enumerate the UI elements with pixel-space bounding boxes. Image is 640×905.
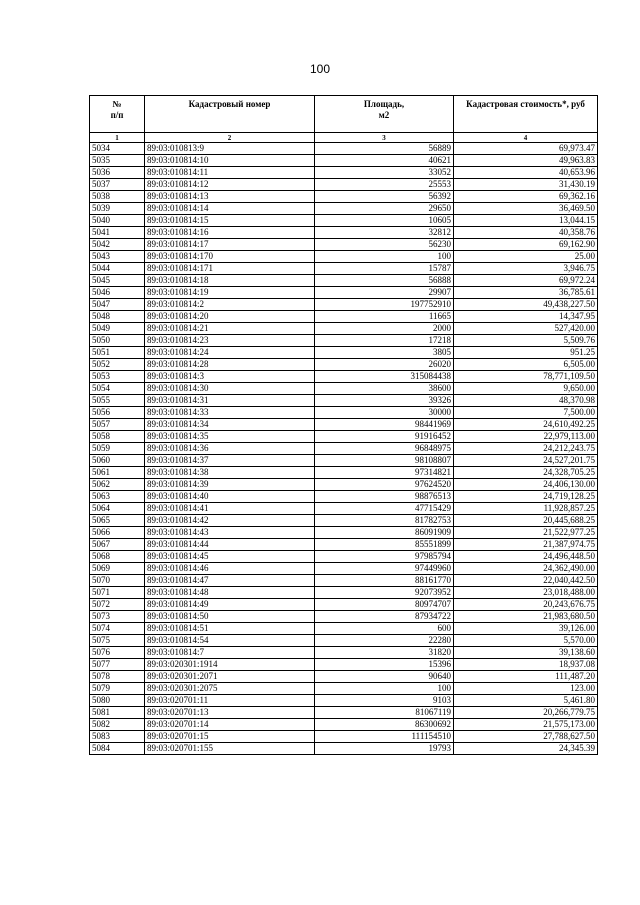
cadastral-number: 89:03:010814:35 xyxy=(145,431,315,443)
row-index: 5070 xyxy=(90,575,145,587)
table-row xyxy=(90,287,598,299)
area-value: 86091909 xyxy=(315,527,454,539)
row-index: 5042 xyxy=(90,239,145,251)
table-row xyxy=(90,215,598,227)
row-index: 5072 xyxy=(90,599,145,611)
cadastral-number: 89:03:010814:171 xyxy=(145,263,315,275)
header-row xyxy=(90,96,598,133)
cadastral-value: 11,928,857.25 xyxy=(454,503,598,515)
header-index xyxy=(90,96,145,133)
cadastral-value: 39,126.00 xyxy=(454,623,598,635)
table-row xyxy=(90,575,598,587)
area-value: 91916452 xyxy=(315,431,454,443)
cadastral-value: 69,362.16 xyxy=(454,191,598,203)
area-value: 315084438 xyxy=(315,371,454,383)
cadastral-value: 13,044.15 xyxy=(454,215,598,227)
cadastral-value: 40,653.96 xyxy=(454,167,598,179)
cadastral-value: 24,406,130.00 xyxy=(454,479,598,491)
table-row xyxy=(90,191,598,203)
cadastral-number: 89:03:020301:1914 xyxy=(145,659,315,671)
cadastral-number: 89:03:020701:155 xyxy=(145,743,315,755)
row-index: 5063 xyxy=(90,491,145,503)
table-row xyxy=(90,743,598,755)
row-index: 5034 xyxy=(90,143,145,155)
row-index: 5049 xyxy=(90,323,145,335)
cadastral-number: 89:03:010814:38 xyxy=(145,467,315,479)
cadastral-number: 89:03:010814:14 xyxy=(145,203,315,215)
table-row xyxy=(90,275,598,287)
cadastral-number: 89:03:010814:17 xyxy=(145,239,315,251)
table-row xyxy=(90,707,598,719)
row-index: 5044 xyxy=(90,263,145,275)
row-index: 5073 xyxy=(90,611,145,623)
header-area-line1: Площадь, xyxy=(363,99,405,109)
cadastral-value: 5,570.00 xyxy=(454,635,598,647)
cadastral-value: 21,575,173.00 xyxy=(454,719,598,731)
row-index: 5074 xyxy=(90,623,145,635)
cadastral-number: 89:03:010814:16 xyxy=(145,227,315,239)
row-index: 5047 xyxy=(90,299,145,311)
row-index: 5056 xyxy=(90,407,145,419)
row-index: 5067 xyxy=(90,539,145,551)
row-index: 5048 xyxy=(90,311,145,323)
row-index: 5065 xyxy=(90,515,145,527)
cadastral-number: 89:03:010814:11 xyxy=(145,167,315,179)
cadastral-number: 89:03:010814:50 xyxy=(145,611,315,623)
row-index: 5041 xyxy=(90,227,145,239)
area-value: 86300692 xyxy=(315,719,454,731)
cadastral-value: 69,973.47 xyxy=(454,143,598,155)
cadastral-value: 7,500.00 xyxy=(454,407,598,419)
area-value: 56888 xyxy=(315,275,454,287)
cadastral-number: 89:03:010814:12 xyxy=(145,179,315,191)
row-index: 5081 xyxy=(90,707,145,719)
table-row xyxy=(90,371,598,383)
table-row xyxy=(90,311,598,323)
table-row xyxy=(90,719,598,731)
area-value: 100 xyxy=(315,683,454,695)
cadastral-number: 89:03:010814:46 xyxy=(145,563,315,575)
area-value: 2000 xyxy=(315,323,454,335)
table-body xyxy=(90,143,598,755)
cadastral-value: 78,771,109.50 xyxy=(454,371,598,383)
row-index: 5040 xyxy=(90,215,145,227)
area-value: 85551899 xyxy=(315,539,454,551)
row-index: 5051 xyxy=(90,347,145,359)
table-row xyxy=(90,479,598,491)
row-index: 5079 xyxy=(90,683,145,695)
cadastral-number: 89:03:010814:34 xyxy=(145,419,315,431)
table-row xyxy=(90,515,598,527)
area-value: 39326 xyxy=(315,395,454,407)
cadastral-number: 89:03:010814:18 xyxy=(145,275,315,287)
header-index-line2: п/п xyxy=(110,110,124,120)
row-index: 5055 xyxy=(90,395,145,407)
cadastral-table xyxy=(89,95,598,755)
table-row xyxy=(90,179,598,191)
area-value: 98108807 xyxy=(315,455,454,467)
area-value: 47715429 xyxy=(315,503,454,515)
cadastral-value: 22,040,442.50 xyxy=(454,575,598,587)
table-row xyxy=(90,335,598,347)
cadastral-value: 24,719,128.25 xyxy=(454,491,598,503)
row-index: 5057 xyxy=(90,419,145,431)
cadastral-number: 89:03:010814:43 xyxy=(145,527,315,539)
table-row xyxy=(90,683,598,695)
area-value: 11665 xyxy=(315,311,454,323)
cadastral-value: 24,212,243.75 xyxy=(454,443,598,455)
cadastral-value: 24,610,492.25 xyxy=(454,419,598,431)
cadastral-value: 20,266,779.75 xyxy=(454,707,598,719)
area-value: 81067119 xyxy=(315,707,454,719)
table-row xyxy=(90,455,598,467)
cadastral-value: 24,328,705.25 xyxy=(454,467,598,479)
row-index: 5054 xyxy=(90,383,145,395)
cadastral-number: 89:03:010814:10 xyxy=(145,155,315,167)
cadastral-number: 89:03:010814:24 xyxy=(145,347,315,359)
cadastral-number: 89:03:010814:28 xyxy=(145,359,315,371)
table-row xyxy=(90,611,598,623)
area-value: 98441969 xyxy=(315,419,454,431)
table-row xyxy=(90,731,598,743)
row-index: 5068 xyxy=(90,551,145,563)
table-row xyxy=(90,695,598,707)
row-index: 5064 xyxy=(90,503,145,515)
table-row xyxy=(90,527,598,539)
area-value: 31820 xyxy=(315,647,454,659)
table-row xyxy=(90,599,598,611)
area-value: 32812 xyxy=(315,227,454,239)
row-index: 5066 xyxy=(90,527,145,539)
cadastral-value: 21,522,977.25 xyxy=(454,527,598,539)
table-row xyxy=(90,443,598,455)
cadastral-number: 89:03:010814:20 xyxy=(145,311,315,323)
area-value: 56230 xyxy=(315,239,454,251)
area-value: 9103 xyxy=(315,695,454,707)
row-index: 5060 xyxy=(90,455,145,467)
area-value: 56392 xyxy=(315,191,454,203)
area-value: 88161770 xyxy=(315,575,454,587)
area-value: 56889 xyxy=(315,143,454,155)
area-value: 97624520 xyxy=(315,479,454,491)
row-index: 5082 xyxy=(90,719,145,731)
cadastral-value: 24,345.39 xyxy=(454,743,598,755)
table-row xyxy=(90,659,598,671)
cadastral-value: 6,505.00 xyxy=(454,359,598,371)
cadastral-value: 24,496,448.50 xyxy=(454,551,598,563)
area-value: 25553 xyxy=(315,179,454,191)
cadastral-number: 89:03:010814:41 xyxy=(145,503,315,515)
table-row xyxy=(90,623,598,635)
cadastral-number: 89:03:010814:39 xyxy=(145,479,315,491)
table-row xyxy=(90,407,598,419)
area-value: 17218 xyxy=(315,335,454,347)
cadastral-value: 49,963.83 xyxy=(454,155,598,167)
table-row xyxy=(90,431,598,443)
table-row xyxy=(90,203,598,215)
row-index: 5062 xyxy=(90,479,145,491)
row-index: 5080 xyxy=(90,695,145,707)
cadastral-number: 89:03:010814:42 xyxy=(145,515,315,527)
row-index: 5077 xyxy=(90,659,145,671)
cadastral-value: 123.00 xyxy=(454,683,598,695)
area-value: 15396 xyxy=(315,659,454,671)
cadastral-number: 89:03:010814:15 xyxy=(145,215,315,227)
cadastral-number: 89:03:010814:2 xyxy=(145,299,315,311)
cadastral-number: 89:03:020701:13 xyxy=(145,707,315,719)
cadastral-value: 22,979,113.00 xyxy=(454,431,598,443)
row-index: 5059 xyxy=(90,443,145,455)
table-row xyxy=(90,491,598,503)
cadastral-number: 89:03:010814:48 xyxy=(145,587,315,599)
cadastral-value: 40,358.76 xyxy=(454,227,598,239)
table-row xyxy=(90,227,598,239)
cadastral-value: 31,430.19 xyxy=(454,179,598,191)
cadastral-number: 89:03:010814:3 xyxy=(145,371,315,383)
table-row xyxy=(90,503,598,515)
table-row xyxy=(90,419,598,431)
area-value: 90640 xyxy=(315,671,454,683)
cadastral-number: 89:03:010814:21 xyxy=(145,323,315,335)
area-value: 29650 xyxy=(315,203,454,215)
cadastral-value: 5,509.76 xyxy=(454,335,598,347)
area-value: 3805 xyxy=(315,347,454,359)
cadastral-value: 36,469.50 xyxy=(454,203,598,215)
row-index: 5061 xyxy=(90,467,145,479)
row-index: 5036 xyxy=(90,167,145,179)
area-value: 38600 xyxy=(315,383,454,395)
cadastral-number: 89:03:010814:19 xyxy=(145,287,315,299)
cadastral-value: 48,370.98 xyxy=(454,395,598,407)
row-index: 5075 xyxy=(90,635,145,647)
area-value: 96848975 xyxy=(315,443,454,455)
table-row xyxy=(90,347,598,359)
area-value: 87934722 xyxy=(315,611,454,623)
cadastral-number: 89:03:020301:2071 xyxy=(145,671,315,683)
column-number-row xyxy=(90,133,598,143)
column-number: 2 xyxy=(145,133,315,143)
row-index: 5069 xyxy=(90,563,145,575)
area-value: 98876513 xyxy=(315,491,454,503)
row-index: 5043 xyxy=(90,251,145,263)
row-index: 5038 xyxy=(90,191,145,203)
cadastral-value: 69,162.90 xyxy=(454,239,598,251)
cadastral-number: 89:03:020701:14 xyxy=(145,719,315,731)
column-number: 4 xyxy=(454,133,598,143)
table-row xyxy=(90,383,598,395)
header-cadastral-number: Кадастровый номер xyxy=(145,96,315,133)
cadastral-value: 20,243,676.75 xyxy=(454,599,598,611)
table-row xyxy=(90,647,598,659)
table-row xyxy=(90,239,598,251)
table-row xyxy=(90,551,598,563)
cadastral-value: 24,527,201.75 xyxy=(454,455,598,467)
header-area xyxy=(315,96,454,133)
row-index: 5084 xyxy=(90,743,145,755)
area-value: 40621 xyxy=(315,155,454,167)
cadastral-number: 89:03:010814:30 xyxy=(145,383,315,395)
cadastral-value: 951.25 xyxy=(454,347,598,359)
area-value: 10605 xyxy=(315,215,454,227)
cadastral-value: 25.00 xyxy=(454,251,598,263)
cadastral-value: 27,788,627.50 xyxy=(454,731,598,743)
area-value: 22280 xyxy=(315,635,454,647)
area-value: 29907 xyxy=(315,287,454,299)
table-row xyxy=(90,587,598,599)
area-value: 92073952 xyxy=(315,587,454,599)
area-value: 600 xyxy=(315,623,454,635)
cadastral-value: 9,650.00 xyxy=(454,383,598,395)
cadastral-number: 89:03:010813:9 xyxy=(145,143,315,155)
cadastral-value: 527,420.00 xyxy=(454,323,598,335)
row-index: 5045 xyxy=(90,275,145,287)
cadastral-number: 89:03:010814:7 xyxy=(145,647,315,659)
column-number: 1 xyxy=(90,133,145,143)
cadastral-value: 21,983,680.50 xyxy=(454,611,598,623)
table-row xyxy=(90,155,598,167)
cadastral-value: 3,946.75 xyxy=(454,263,598,275)
cadastral-value: 24,362,490.00 xyxy=(454,563,598,575)
cadastral-number: 89:03:020701:15 xyxy=(145,731,315,743)
table-row xyxy=(90,323,598,335)
cadastral-number: 89:03:010814:44 xyxy=(145,539,315,551)
cadastral-number: 89:03:010814:49 xyxy=(145,599,315,611)
area-value: 81782753 xyxy=(315,515,454,527)
cadastral-number: 89:03:020701:11 xyxy=(145,695,315,707)
area-value: 33052 xyxy=(315,167,454,179)
cadastral-value: 20,445,688.25 xyxy=(454,515,598,527)
table-row xyxy=(90,359,598,371)
table-row xyxy=(90,671,598,683)
area-value: 97314821 xyxy=(315,467,454,479)
table-row xyxy=(90,395,598,407)
cadastral-number: 89:03:010814:33 xyxy=(145,407,315,419)
table-row xyxy=(90,263,598,275)
cadastral-number: 89:03:010814:36 xyxy=(145,443,315,455)
column-number: 3 xyxy=(315,133,454,143)
page-number: 100 xyxy=(309,62,331,76)
table-row xyxy=(90,167,598,179)
row-index: 5037 xyxy=(90,179,145,191)
cadastral-number: 89:03:010814:45 xyxy=(145,551,315,563)
area-value: 197752910 xyxy=(315,299,454,311)
row-index: 5071 xyxy=(90,587,145,599)
area-value: 30000 xyxy=(315,407,454,419)
area-value: 111154510 xyxy=(315,731,454,743)
area-value: 26020 xyxy=(315,359,454,371)
cadastral-number: 89:03:010814:54 xyxy=(145,635,315,647)
header-area-line2: м2 xyxy=(378,110,390,120)
cadastral-value: 21,387,974.75 xyxy=(454,539,598,551)
area-value: 19793 xyxy=(315,743,454,755)
row-index: 5039 xyxy=(90,203,145,215)
cadastral-value: 18,937.08 xyxy=(454,659,598,671)
row-index: 5035 xyxy=(90,155,145,167)
cadastral-number: 89:03:010814:23 xyxy=(145,335,315,347)
area-value: 97449960 xyxy=(315,563,454,575)
cadastral-number: 89:03:010814:40 xyxy=(145,491,315,503)
row-index: 5076 xyxy=(90,647,145,659)
table-row xyxy=(90,251,598,263)
table-row xyxy=(90,299,598,311)
table-row xyxy=(90,539,598,551)
cadastral-number: 89:03:010814:47 xyxy=(145,575,315,587)
cadastral-number: 89:03:010814:51 xyxy=(145,623,315,635)
row-index: 5083 xyxy=(90,731,145,743)
cadastral-number: 89:03:020301:2075 xyxy=(145,683,315,695)
row-index: 5052 xyxy=(90,359,145,371)
cadastral-value: 49,438,227.50 xyxy=(454,299,598,311)
cadastral-value: 39,138.60 xyxy=(454,647,598,659)
area-value: 80974707 xyxy=(315,599,454,611)
table-row xyxy=(90,143,598,155)
cadastral-value: 5,461.80 xyxy=(454,695,598,707)
area-value: 15787 xyxy=(315,263,454,275)
row-index: 5053 xyxy=(90,371,145,383)
header-index-line1: № xyxy=(112,99,122,109)
cadastral-number: 89:03:010814:37 xyxy=(145,455,315,467)
cadastral-number: 89:03:010814:13 xyxy=(145,191,315,203)
cadastral-value: 14,347.95 xyxy=(454,311,598,323)
table-row xyxy=(90,635,598,647)
row-index: 5050 xyxy=(90,335,145,347)
row-index: 5078 xyxy=(90,671,145,683)
area-value: 97985794 xyxy=(315,551,454,563)
header-cadastral-value: Кадастровая стоимость*, руб xyxy=(454,96,598,133)
cadastral-value: 69,972.24 xyxy=(454,275,598,287)
table-row xyxy=(90,467,598,479)
row-index: 5058 xyxy=(90,431,145,443)
cadastral-value: 36,785.61 xyxy=(454,287,598,299)
table-row xyxy=(90,563,598,575)
area-value: 100 xyxy=(315,251,454,263)
cadastral-value: 111,487.20 xyxy=(454,671,598,683)
cadastral-number: 89:03:010814:170 xyxy=(145,251,315,263)
cadastral-number: 89:03:010814:31 xyxy=(145,395,315,407)
row-index: 5046 xyxy=(90,287,145,299)
cadastral-value: 23,018,488.00 xyxy=(454,587,598,599)
